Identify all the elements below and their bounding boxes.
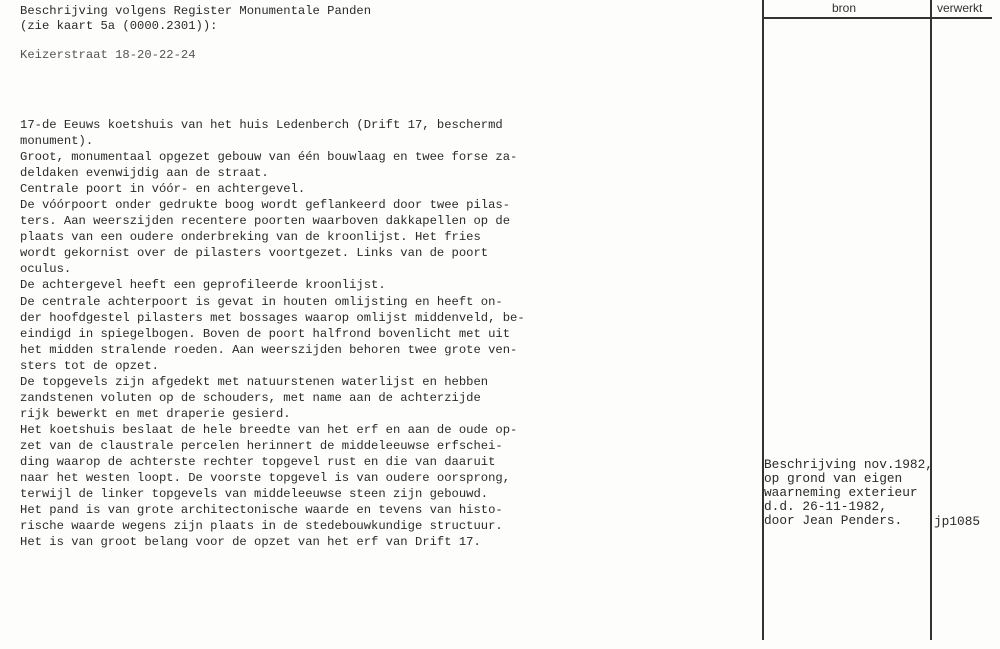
column-header-bron: bron <box>832 1 857 15</box>
body-line: wordt gekornist over de pilasters voortgezet. Links van de poort <box>20 246 489 261</box>
body-line: terwijl de linker topgevels van middeleeuwse steen zijn gebouwd. <box>20 487 489 502</box>
body-line: sters tot de opzet. <box>20 358 159 373</box>
body-line: 17-de Eeuws koetshuis van het huis Ledenberch (Drift 17, beschermd <box>20 118 503 132</box>
body-line: rische waarde wegens zijn plaats in de stedebouwkundige structuur. <box>20 519 503 534</box>
body-line: Het pand is van grote architectonische waarde en tevens van histo- <box>20 503 503 518</box>
body-line: zandstenen voluten op de schouders, met name aan de achterzijde <box>20 390 481 405</box>
document-header <box>20 4 371 34</box>
body-line: het midden stralende roeden. Aan weerszijden behoren twee grote ven- <box>20 342 518 357</box>
header-line: (zie kaart 5a (0000.2301)): <box>20 19 218 33</box>
body-line: De vóórpoort onder gedrukte boog wordt geflankeerd door twee pilas- <box>20 198 511 213</box>
body-line: Het koetshuis beslaat de hele breedte van het erf en aan de oude op- <box>20 422 518 437</box>
body-line: De achtergevel heeft een geprofileerde kroonlijst. <box>20 278 386 293</box>
body-line: naar het westen loopt. De voorste topgevel is van oudere oorsprong, <box>20 471 511 486</box>
body-line: plaats van een oudere onderbreking van de kroonlijst. Het fries <box>20 230 481 245</box>
body-line: ding waarop de achterste rechter topgevel rust en die van daaruit <box>20 454 496 469</box>
body-line: Groot, monumentaal opgezet gebouw van één bouwlaag en twee forse za- <box>20 150 518 165</box>
bron-line: op grond van eigen <box>764 471 903 486</box>
verwerkt-code: jp1085 <box>934 514 981 529</box>
body-line: monument). <box>20 134 94 149</box>
column-divider-bron <box>762 0 764 640</box>
body-line: oculus. <box>20 262 72 277</box>
body-line: De centrale achterpoort is gevat in houten omlijsting en heeft on- <box>20 294 503 309</box>
body-line: Centrale poort in vóór- en achtergevel. <box>20 182 306 197</box>
column-header-verwerkt: verwerkt <box>937 1 983 15</box>
address: Keizerstraat 18-20-22-24 <box>20 48 196 62</box>
bron-note <box>764 458 933 528</box>
body-line: deldaken evenwijdig aan de straat. <box>20 166 269 181</box>
header-rule <box>762 17 992 19</box>
body-line: Het is van groot belang voor de opzet van het erf van Drift 17. <box>20 535 481 550</box>
bron-line: door Jean Penders. <box>764 513 903 528</box>
body-line: eindigd in spiegelbogen. Boven de poort halfrond bovenlicht met uit <box>20 326 511 341</box>
body-line: ters. Aan weerszijden recentere poorten waarboven dakkapellen op de <box>20 214 511 229</box>
bron-line: waarneming exterieur <box>764 485 918 500</box>
bron-line: d.d. 26-11-1982, <box>764 499 887 514</box>
header-line: Beschrijving volgens Register Monumentale Panden <box>20 4 372 18</box>
body-line: De topgevels zijn afgedekt met natuurstenen waterlijst en hebben <box>20 374 489 389</box>
body-line: rijk bewerkt en met draperie gesierd. <box>20 406 291 421</box>
body-line: der hoofdgestel pilasters met bossages waarop omlijst middenveld, be- <box>20 310 525 325</box>
bron-line: Beschrijving nov.1982, <box>764 457 933 472</box>
description-body <box>20 117 525 550</box>
column-divider-verwerkt <box>930 0 932 640</box>
body-line: zet van de claustrale percelen herinnert de middeleeuwse erfschei- <box>20 438 503 453</box>
